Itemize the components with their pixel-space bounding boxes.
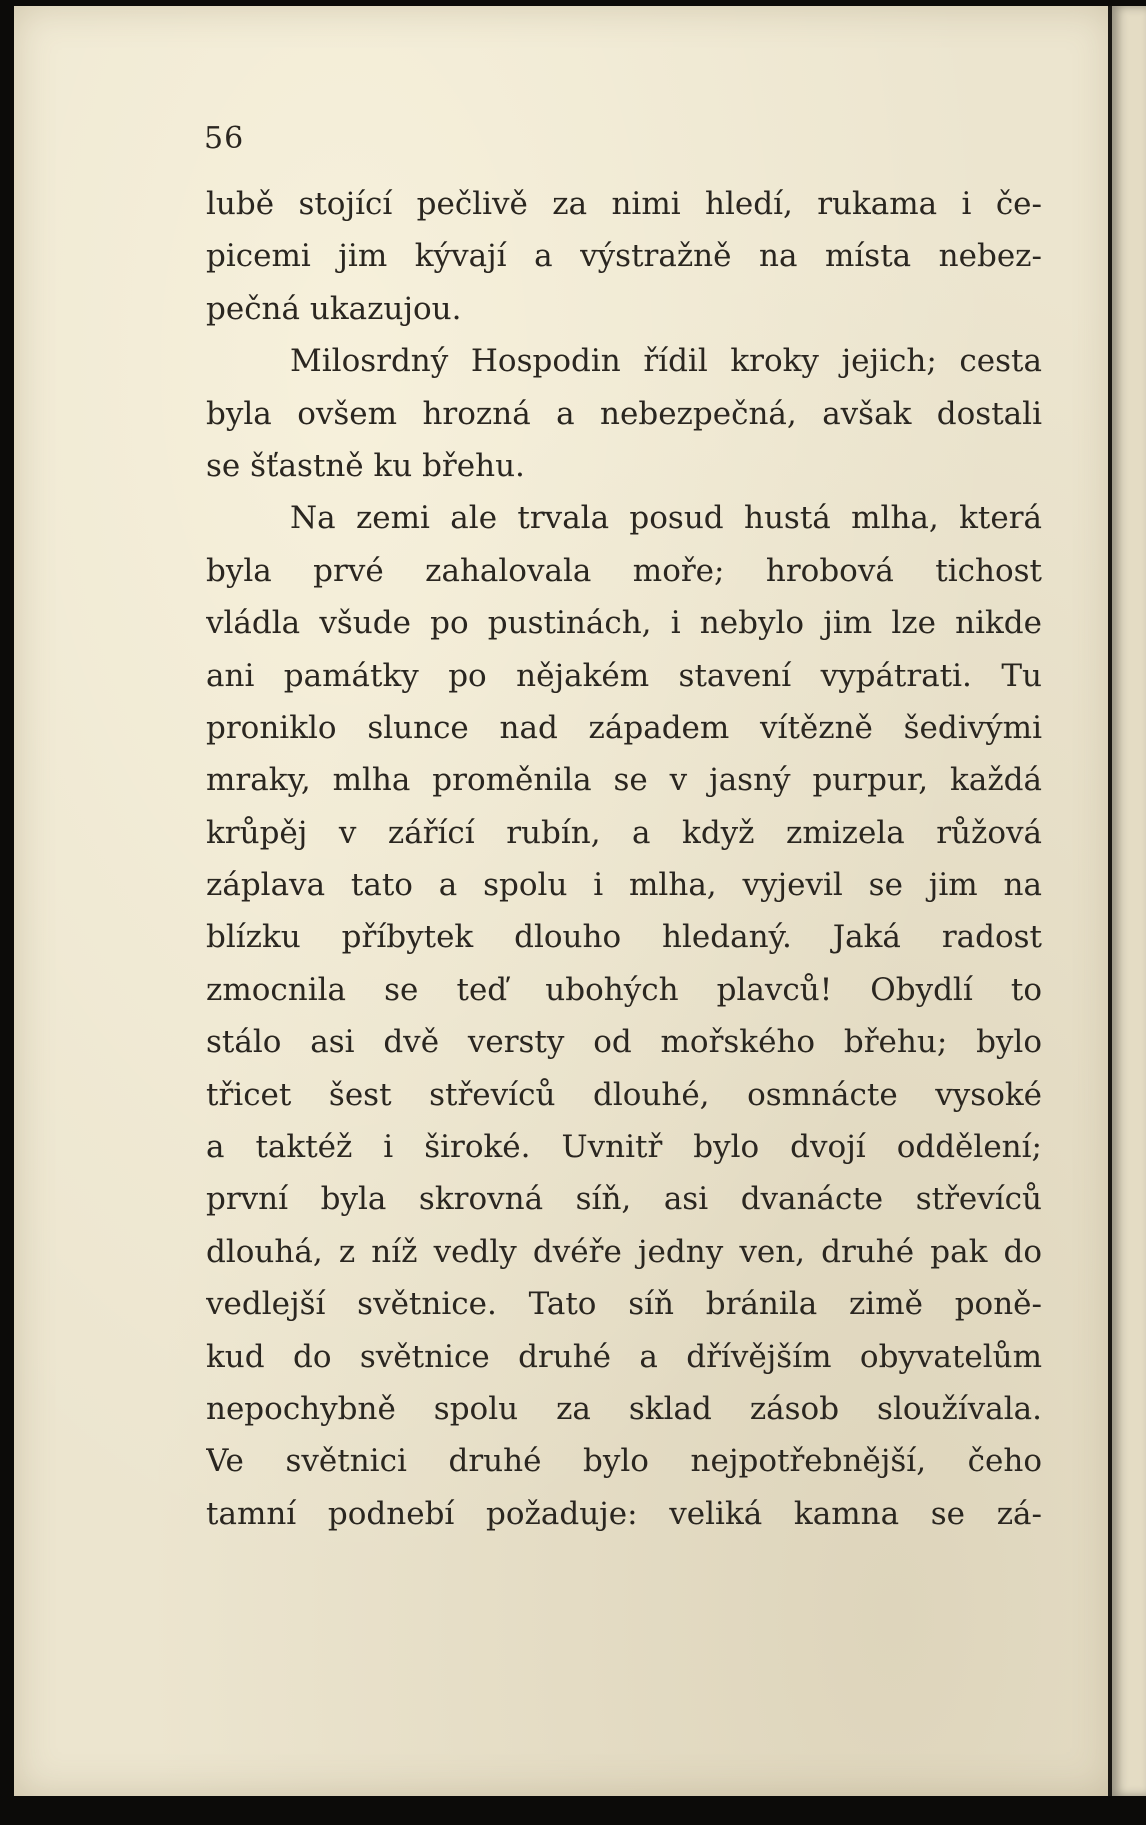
text-line: stálo asi dvě versty od mořského břehu; bylo bbox=[206, 1024, 1042, 1061]
text-line: třicet šest střevíců dlouhé, osmnácte vysoké bbox=[206, 1076, 1042, 1113]
text-line: se šťastně ku břehu. bbox=[206, 447, 525, 484]
text-line: tamní podnebí požaduje: veliká kamna se zá- bbox=[206, 1495, 1042, 1532]
text-line: nepochybně spolu za sklad zásob sloužívala. bbox=[206, 1390, 1042, 1427]
text-line: kud do světnice druhé a dřívějším obyvatelům bbox=[206, 1338, 1042, 1375]
body-text bbox=[206, 178, 1042, 1540]
text-line: picemi jim kývají a výstražně na místa nebez- bbox=[206, 238, 1042, 275]
page-number: 56 bbox=[204, 121, 245, 156]
text-line: blízku příbytek dlouho hledaný. Jaká radost bbox=[206, 919, 1042, 956]
text-line: první byla skrovná síň, asi dvanácte střevíců bbox=[206, 1181, 1042, 1218]
text-line: zmocnila se teď ubohých plavců! Obydlí to bbox=[206, 971, 1042, 1008]
text-line: vedlejší světnice. Tato síň bránila zimě poně- bbox=[206, 1286, 1042, 1323]
text-line: lubě stojící pečlivě za nimi hledí, rukama i če- bbox=[206, 186, 1042, 222]
text-line: Milosrdný Hospodin řídil kroky jejich; cesta bbox=[290, 343, 1042, 380]
text-line: a taktéž i široké. Uvnitř bylo dvojí oddělení; bbox=[206, 1129, 1042, 1166]
adjacent-page-edge bbox=[1112, 6, 1146, 1796]
text-line: Na zemi ale trvala posud hustá mlha, která bbox=[290, 500, 1042, 537]
text-line: pečná ukazujou. bbox=[206, 290, 462, 327]
text-line: byla ovšem hrozná a nebezpečná, avšak dostali bbox=[206, 395, 1042, 432]
text-line: ani památky po nějakém stavení vypátrati. Tu bbox=[206, 657, 1042, 694]
text-line: mraky, mlha proměnila se v jasný purpur, každá bbox=[206, 762, 1042, 799]
book-page bbox=[14, 6, 1114, 1796]
text-line: záplava tato a spolu i mlha, vyjevil se jim na bbox=[206, 867, 1042, 904]
text-line: krůpěj v zářící rubín, a když zmizela růžová bbox=[206, 814, 1042, 851]
text-line: dlouhá, z níž vedly dvéře jedny ven, druhé pak do bbox=[206, 1233, 1042, 1270]
text-line: vládla všude po pustinách, i nebylo jim lze nikde bbox=[206, 605, 1042, 642]
text-line: Ve světnici druhé bylo nejpotřebnější, čeho bbox=[206, 1443, 1042, 1480]
text-line: byla prvé zahalovala moře; hrobová tichost bbox=[206, 552, 1042, 589]
text-line: proniklo slunce nad západem vítězně šedivými bbox=[206, 709, 1042, 746]
